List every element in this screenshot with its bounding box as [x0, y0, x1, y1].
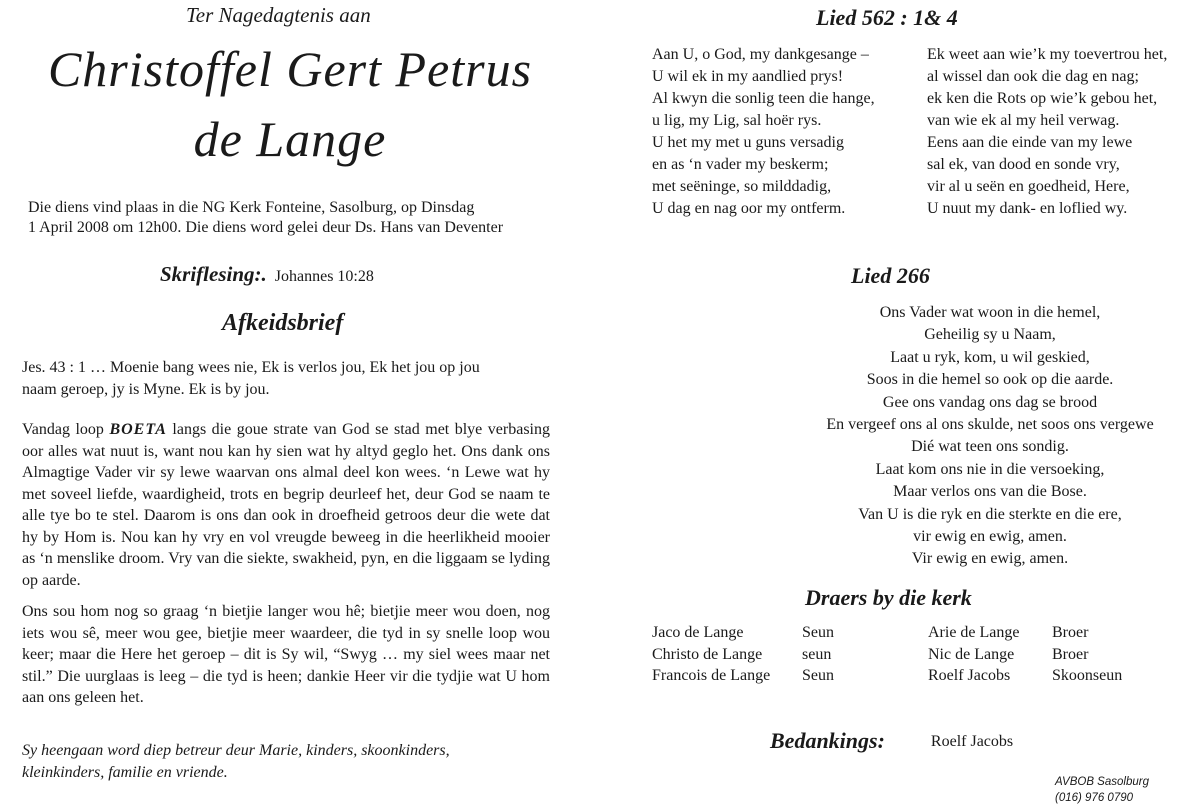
- hymn-line: Al kwyn die sonlig teen die hange,: [652, 90, 875, 107]
- bearer-row: [652, 622, 1152, 644]
- bearer-name: Nic de Lange: [928, 645, 1015, 663]
- bearer-name: Francois de Lange: [652, 667, 771, 684]
- bearers-heading: Draers by die kerk: [805, 585, 972, 610]
- bearer-relation: Broer: [1052, 645, 1089, 663]
- prayer-line: Vir ewig en ewig, amen.: [911, 550, 1069, 568]
- prayer-line: Laat kom ons nie in die versoeking,: [875, 460, 1105, 478]
- funeral-home-name: AVBOB Sasolburg: [1055, 776, 1149, 788]
- funeral-home-phone: (016) 976 0790: [1055, 792, 1134, 804]
- hymn-line: al wissel dan ook die dag en nag;: [927, 68, 1139, 85]
- service-line-1: Die diens vind plaas in die NG Kerk Fonteine, Sasolburg, op Dinsdag: [28, 199, 475, 216]
- prayer-line: Geheilig sy u Naam,: [924, 326, 1056, 344]
- letter-paragraph-2: Ons sou hom nog so graag ‘n bietjie langer wou hê; bietjie meer wou doen, nog iets wou sê, meer wou gee, bietjie meer waardeer, die tyd in sy snelle loop wou keer; maar die Here het geroep – dit is Sy wil, “Swyg … my siel wees maar net stil.” Die uurglaas is leeg – die tyd is heen; dankie Heer vir die tydjie wat U hom aan ons geleen het.: [22, 603, 550, 706]
- deceased-name-line1: Christoffel Gert Petrus: [47, 41, 533, 97]
- hymn-line: Ek weet aan wie’k my toevertrou het,: [927, 46, 1168, 63]
- scripture-heading: Skriflesing:.: [160, 262, 267, 286]
- hymn-line: van wie ek al my heil verwag.: [927, 112, 1120, 129]
- bearer-row: [652, 644, 1152, 666]
- prayer-line: Soos in die hemel so ook op die aarde.: [866, 371, 1114, 389]
- closing-line-1: Sy heengaan word diep betreur deur Marie, kinders, skoonkinders,: [22, 742, 450, 759]
- thanks-name: Roelf Jacobs: [930, 733, 1014, 750]
- funeral-home-footer: [1055, 774, 1149, 806]
- hymn-line: en as ‘n vader my beskerm;: [652, 156, 829, 173]
- hymn-line: U dag en nag oor my ontferm.: [652, 200, 846, 217]
- acknowledgements: [770, 728, 1013, 754]
- bearer-relation: Seun: [802, 624, 834, 641]
- scripture-reference: Johannes 10:28: [274, 268, 374, 285]
- bearer-relation: Skoonseun: [1052, 667, 1123, 684]
- hymn-line: sal ek, van dood en sonde vry,: [927, 156, 1120, 173]
- service-line-2: 1 April 2008 om 12h00. Die diens word gelei deur Ds. Hans van Deventer: [28, 219, 504, 236]
- hymn-line: ek ken die Rots op wie’k gebou het,: [927, 90, 1158, 107]
- prayer-line: Van U is die ryk en die sterkte en die ere,: [858, 505, 1122, 523]
- hymn-562-verse-4: [927, 44, 1167, 220]
- bible-verse: [22, 357, 550, 401]
- hymn-562-verse-1: [652, 44, 875, 220]
- bearer-relation: seun: [802, 645, 832, 663]
- bearer-row: [652, 665, 1152, 687]
- hymn-266-text: [690, 302, 1200, 571]
- hymn-line: Aan U, o God, my dankgesange –: [652, 46, 869, 63]
- bearer-name: Christo de Lange: [652, 645, 763, 663]
- mourners-note: [22, 740, 550, 784]
- scripture-reading: [160, 262, 374, 287]
- prayer-line: Laat u ryk, kom, u wil geskied,: [890, 348, 1090, 366]
- para1-rest: langs die goue strate van God se stad met blye verbasing oor alles wat nuut is, want nou kan hy sien wat hy altyd geglo het. Ons dank ons Almagtige Vader vir sy lewe waarvan ons almal deel kon wees. ‘n Lewe wat hy met soveel liefde, waardigheid, trots en begrip deurleef het, deur God se naam te alle tye bo te stel. Daarom is ons dan ook in droefheid getroos deur die wete dat hy by Hom is. Nou kan hy vry en vol vreugde beweeg in die heerlikheid mooier as ‘n menslike droom. Vry van die siekte, swakheid, pyn, en die liggaam se lyding op aarde.: [22, 421, 550, 589]
- verse-line-2: naam geroep, jy is Myne. Ek is by jou.: [22, 381, 270, 398]
- hymn-line: U wil ek in my aandlied prys!: [652, 68, 844, 85]
- hymn-266-title: Lied 266: [851, 263, 930, 288]
- prayer-line: En vergeef ons al ons skulde, net soos ons vergewe: [826, 416, 1154, 434]
- service-details: [28, 198, 553, 238]
- deceased-name-line2: de Lange: [193, 111, 387, 167]
- bearer-name: Arie de Lange: [928, 624, 1020, 641]
- hymn-line: u lig, my Lig, sal hoër rys.: [652, 112, 822, 129]
- hymn-line: U het my met u guns versadig: [652, 134, 844, 151]
- letter-paragraph-1: [22, 419, 550, 591]
- closing-line-2: kleinkinders, familie en vriende.: [22, 764, 228, 781]
- hymn-line: Eens aan die einde van my lewe: [927, 134, 1133, 151]
- bearer-name: Roelf Jacobs: [928, 667, 1011, 684]
- prayer-line: Dié wat teen ons sondig.: [911, 438, 1069, 456]
- hymn-line: met seëninge, so milddadig,: [652, 178, 832, 195]
- bearers-list: [652, 622, 1152, 687]
- hymn-562-title: Lied 562 : 1& 4: [816, 5, 958, 30]
- verse-line-1: Jes. 43 : 1 … Moenie bang wees nie, Ek is verlos jou, Ek het jou op jou: [22, 359, 480, 376]
- hymn-line: vir al u seën en goedheid, Here,: [927, 178, 1130, 195]
- hymn-line: U nuut my dank- en loflied wy.: [927, 200, 1128, 217]
- bearer-relation: Broer: [1052, 624, 1089, 641]
- thanks-heading: Bedankings:: [770, 728, 885, 753]
- prayer-line: Gee ons vandag ons dag se brood: [882, 393, 1098, 411]
- prayer-line: vir ewig en ewig, amen.: [913, 528, 1067, 546]
- prayer-line: Ons Vader wat woon in die hemel,: [879, 304, 1101, 321]
- prayer-line: Maar verlos ons van die Bose.: [893, 483, 1087, 501]
- farewell-letter-heading: Afkeidsbrief: [222, 310, 344, 336]
- memorial-intro: Ter Nagedagtenis aan: [186, 3, 371, 27]
- bearer-relation: Seun: [802, 667, 834, 684]
- nickname-boeta: BOETA: [109, 421, 167, 438]
- para1-start: Vandag loop: [22, 421, 110, 438]
- bearer-name: Jaco de Lange: [652, 624, 744, 641]
